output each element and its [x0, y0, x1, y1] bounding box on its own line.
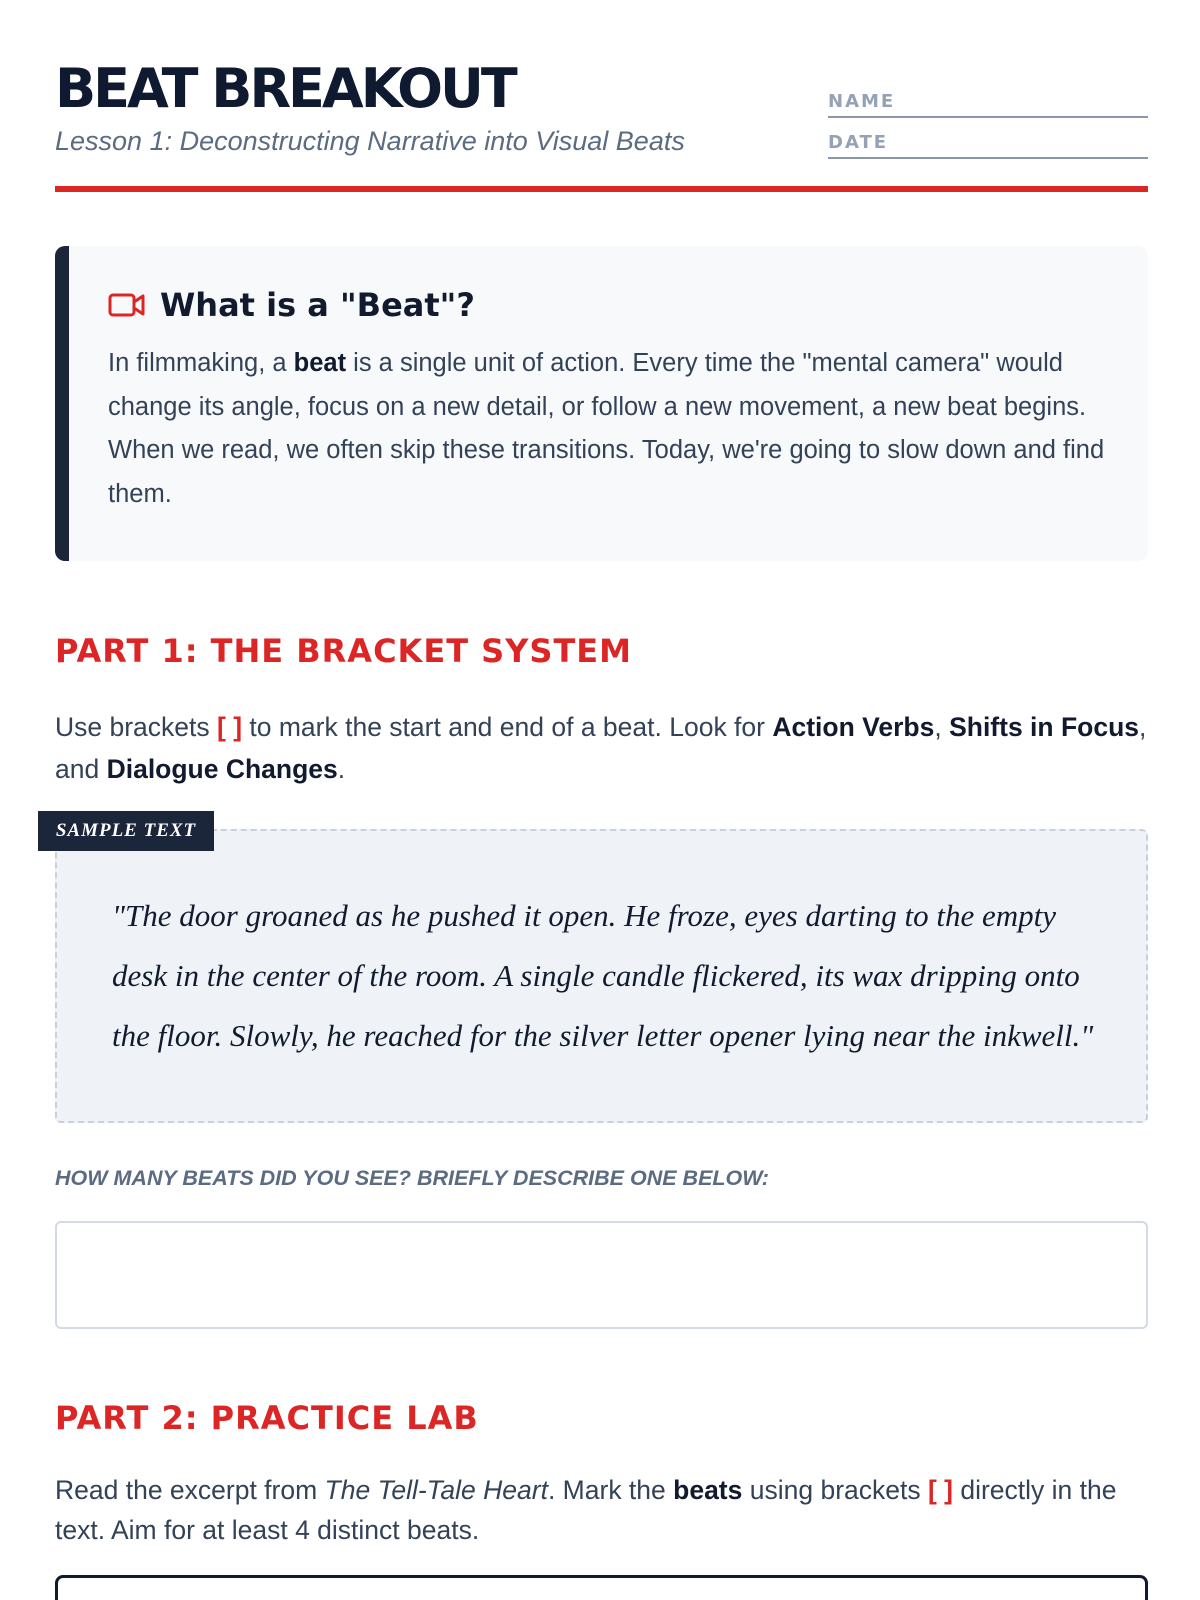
beat-definition-callout: [55, 246, 1148, 561]
callout-heading: [108, 286, 475, 324]
term-action-verbs: Action Verbs: [772, 712, 935, 742]
date-field[interactable]: [828, 131, 1148, 159]
term-beats: beats: [673, 1475, 743, 1505]
excerpt-box[interactable]: [55, 1575, 1148, 1600]
term-shifts-in-focus: Shifts in Focus: [949, 712, 1140, 742]
part2-text-1: Read the excerpt from: [55, 1475, 325, 1505]
sample-text-label: SAMPLE TEXT: [38, 811, 214, 851]
bracket-symbol: [ ]: [217, 712, 243, 742]
worksheet-page: [55, 0, 1148, 1545]
callout-title: What is a "Beat"?: [160, 286, 475, 324]
callout-text-1: In filmmaking, a: [108, 349, 294, 377]
callout-text-2: is a single unit of action. Every time the "mental camera" would change its angle, focus on a new detail, or follow a new movement, a new beat begins. When we read, we often skip these transitions. Today, we're going to slow down and find them.: [108, 349, 1105, 508]
sample-text-box: [55, 829, 1148, 1123]
callout-bold-term: beat: [293, 349, 347, 377]
sample-text-passage: "The door groaned as he pushed it open. He froze, eyes darting to the empty desk in the center of the room. A single candle flickered, its wax dripping onto the floor. Slowly, he reached for the silver letter opener lying near the inkwell.": [112, 898, 1094, 1053]
worksheet-title: BEAT BREAKOUT: [55, 57, 515, 120]
part2-text-3: using brackets: [742, 1475, 928, 1505]
part1-text-3: ,: [934, 712, 950, 742]
header-divider: [55, 186, 1148, 192]
name-label: NAME: [828, 91, 896, 112]
story-title: The Tell-Tale Heart: [324, 1475, 548, 1505]
part2-text-4: directly in the text. Aim for at least 4 distinct beats.: [55, 1475, 1117, 1545]
part1-text-1: Use brackets: [55, 712, 218, 742]
beats-answer-field[interactable]: [55, 1221, 1148, 1329]
video-camera-icon: [108, 292, 146, 318]
worksheet-header: [55, 0, 1148, 196]
part1-heading: PART 1: THE BRACKET SYSTEM: [55, 632, 632, 670]
part2-instructions: [55, 1470, 1148, 1550]
term-dialogue-changes: Dialogue Changes: [106, 754, 338, 784]
callout-accent-bar: [55, 246, 69, 561]
beats-question: HOW MANY BEATS DID YOU SEE? BRIEFLY DESCRIBE ONE BELOW:: [55, 1166, 769, 1190]
lesson-subtitle: Lesson 1: Deconstructing Narrative into Visual Beats: [55, 126, 685, 156]
part1-text-2: to mark the start and end of a beat. Look for: [242, 712, 773, 742]
part1-text-4: , and: [55, 712, 1147, 784]
part2-heading: PART 2: PRACTICE LAB: [55, 1399, 479, 1437]
part1-instructions: [55, 706, 1148, 790]
callout-body: [108, 342, 1108, 516]
bracket-symbol-2: [ ]: [927, 1475, 953, 1505]
part1-text-5: .: [337, 754, 346, 784]
date-label: DATE: [828, 132, 889, 153]
part2-text-2: . Mark the: [547, 1475, 674, 1505]
name-field[interactable]: [828, 90, 1148, 118]
